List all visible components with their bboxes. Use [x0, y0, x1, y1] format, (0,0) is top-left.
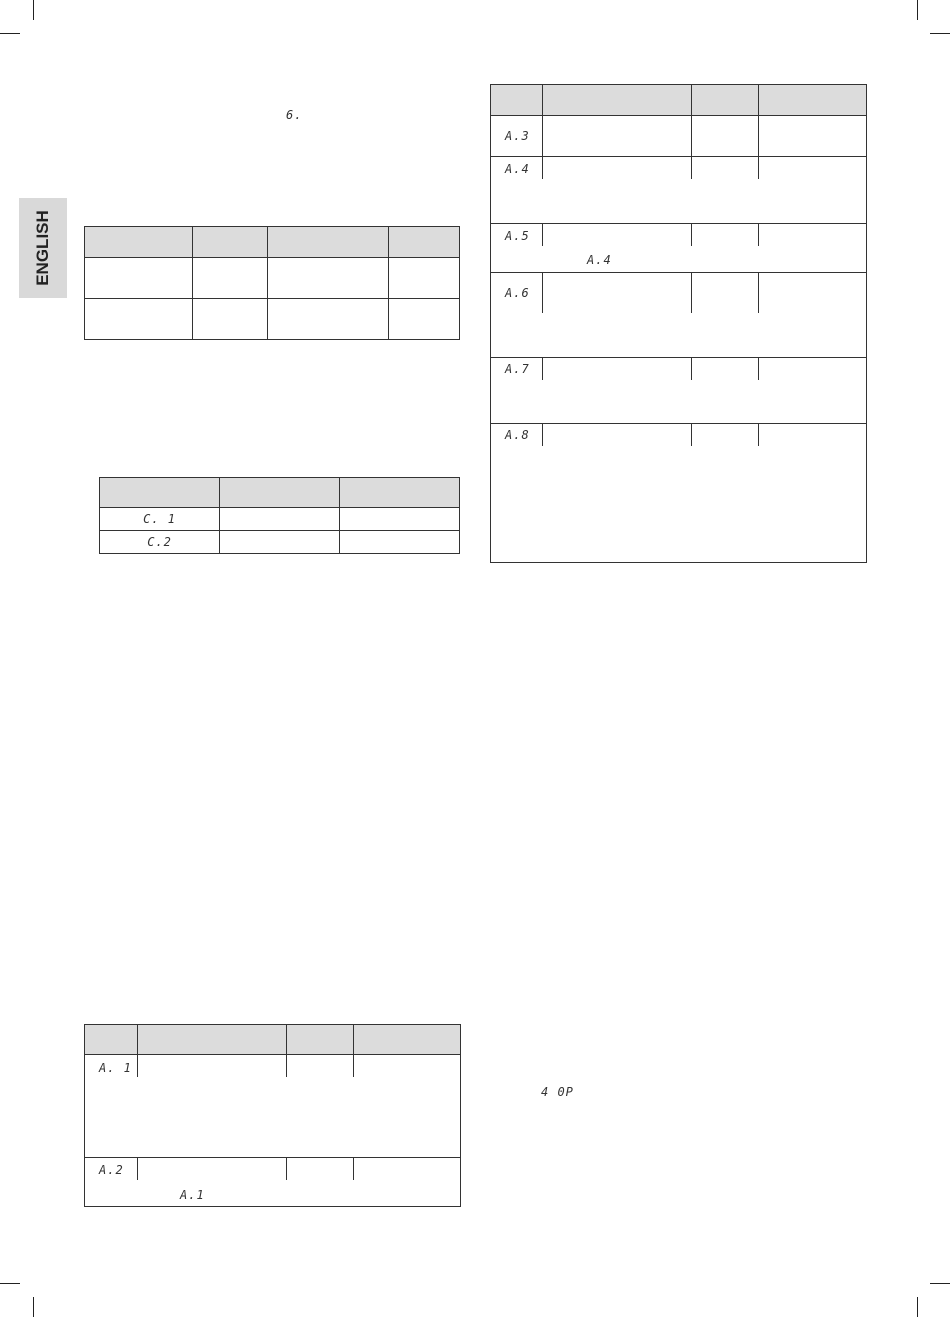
inline-code-a1: A.1: [180, 1188, 205, 1202]
spec-table-cell: [85, 258, 193, 299]
c-table-cell: [340, 508, 460, 531]
language-tab: [19, 198, 67, 298]
c-table-header-cell: [340, 478, 460, 508]
display-code-b6: 6.: [286, 108, 303, 122]
error-table-right: [490, 84, 867, 563]
display-code-top: 4 0P: [541, 1085, 574, 1099]
error-code-cell: A.2: [99, 1163, 124, 1177]
spec-table-cell: [267, 299, 388, 340]
spec-table-cell: [193, 258, 267, 299]
spec-table-header-cell: [388, 227, 459, 258]
crop-mark: [917, 1297, 918, 1317]
spec-table-cell: [193, 299, 267, 340]
crop-mark: [33, 0, 34, 20]
error-code-cell: A.5: [505, 229, 530, 243]
error-code-cell: A.7: [505, 362, 530, 376]
inline-code-a4: A.4: [587, 253, 612, 267]
spec-table: [84, 226, 460, 340]
c-table-header-cell: [220, 478, 340, 508]
spec-table-header-cell: [193, 227, 267, 258]
error-code-cell: A.8: [505, 428, 530, 442]
c-table-cell: [220, 508, 340, 531]
spec-table-cell: [388, 299, 459, 340]
spec-table-cell: [388, 258, 459, 299]
crop-mark: [33, 1297, 34, 1317]
error-table-header: [491, 85, 866, 116]
crop-mark: [0, 1283, 20, 1284]
spec-table-cell: [85, 299, 193, 340]
error-code-cell: A.3: [505, 129, 530, 143]
c-code-cell: C.2: [100, 531, 220, 554]
error-code-cell: A.6: [505, 286, 530, 300]
c-table-cell: [340, 531, 460, 554]
language-tab-label: ENGLISH: [33, 210, 52, 286]
error-code-cell: A.4: [505, 162, 530, 176]
c-code-cell: C. 1: [100, 508, 220, 531]
c-table-cell: [220, 531, 340, 554]
spec-table-cell: [267, 258, 388, 299]
c-table-header-cell: [100, 478, 220, 508]
crop-mark: [0, 33, 20, 34]
error-table-header: [85, 1025, 460, 1055]
crop-mark: [930, 33, 950, 34]
crop-mark: [917, 0, 918, 20]
error-code-cell: A. 1: [99, 1061, 132, 1075]
spec-table-header-cell: [85, 227, 193, 258]
error-table-left: [84, 1024, 461, 1207]
spec-table-header-cell: [267, 227, 388, 258]
crop-mark: [930, 1283, 950, 1284]
c-code-table: [99, 477, 460, 554]
